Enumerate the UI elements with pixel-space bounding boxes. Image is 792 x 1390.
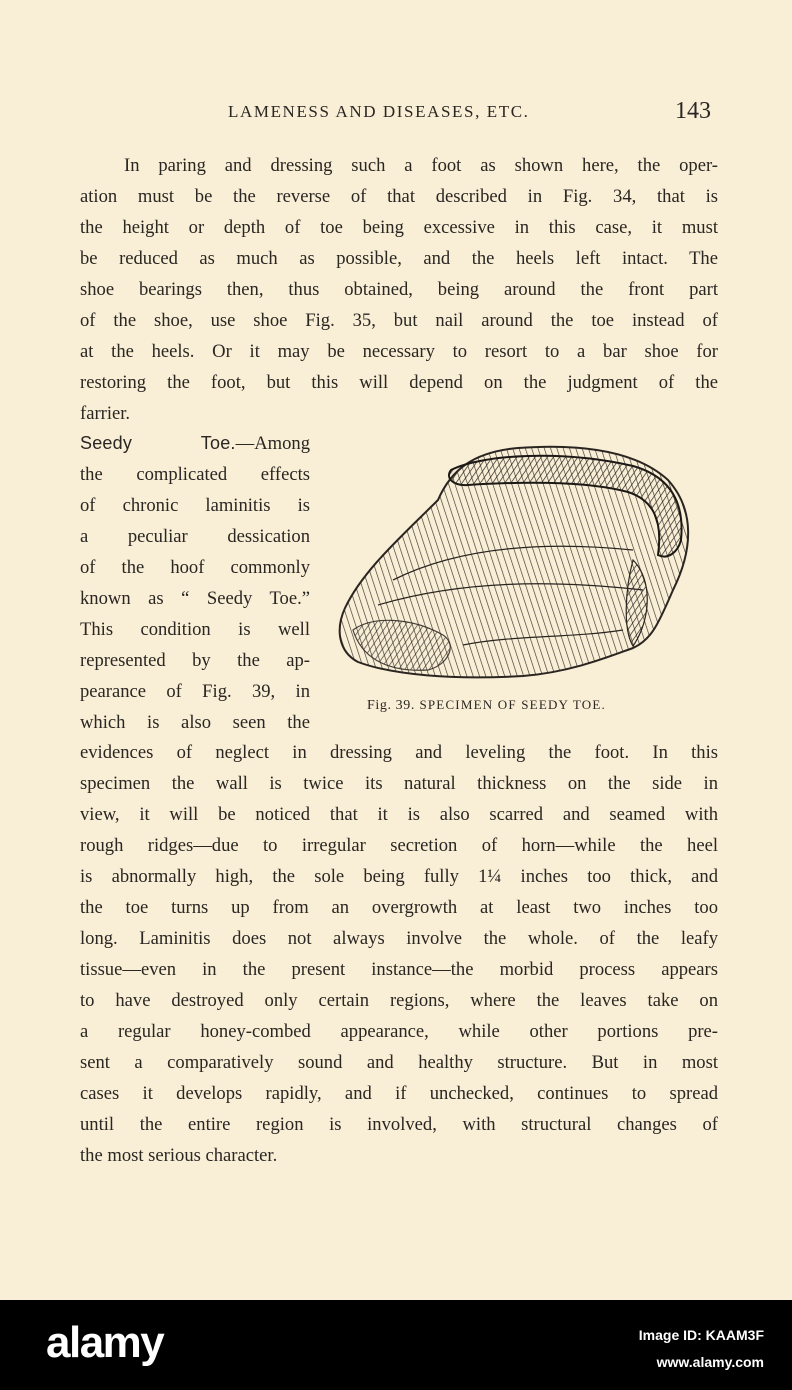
site-url: www.alamy.com	[656, 1354, 764, 1370]
section-first-line	[80, 428, 310, 459]
stock-banner	[0, 1300, 792, 1390]
text-line: until the entire region is involved, with structural changes of	[80, 1114, 718, 1135]
alamy-logo: alamy	[46, 1318, 164, 1367]
hoof-illustration	[333, 440, 693, 690]
text-line: farrier.	[80, 403, 131, 424]
running-title: LAMENESS AND DISEASES, ETC.	[228, 102, 530, 121]
hoof-engraving	[333, 440, 693, 690]
text-line: to have destroyed only certain regions, where the leaves take on	[80, 990, 718, 1011]
text-line: tissue—even in the present instance—the morbid process appears	[80, 959, 718, 980]
text-line: the toe turns up from an overgrowth at least two inches too	[80, 897, 718, 918]
text-line: This condition is well	[80, 619, 310, 640]
text-line: sent a comparatively sound and healthy structure. But in most	[80, 1052, 718, 1073]
text-line: be reduced as much as possible, and the heels left intact. The	[80, 248, 718, 269]
text-line: cases it develops rapidly, and if unchecked, continues to spread	[80, 1083, 718, 1104]
figure-caption	[367, 697, 606, 714]
banner-meta	[639, 1322, 764, 1376]
text-line: of the hoof commonly	[80, 557, 310, 578]
paragraph-specimen	[80, 737, 718, 1171]
text-line: pearance of Fig. 39, in	[80, 681, 310, 702]
image-id: Image ID: KAAM3F	[638, 1327, 764, 1343]
text-line: specimen the wall is twice its natural thickness on the side in	[80, 773, 718, 794]
text-line: which is also seen the	[80, 712, 310, 733]
text-line: the height or depth of toe being excessive in this case, it must	[80, 217, 718, 238]
section-heading: Seedy Toe.	[80, 433, 236, 453]
text-line: rough ridges—due to irregular secretion of horn—while the heel	[80, 835, 718, 856]
text-line: evidences of neglect in dressing and leveling the foot. In this	[80, 742, 718, 763]
text-line: known as “ Seedy Toe.”	[80, 588, 310, 609]
text-line: long. Laminitis does not always involve the whole. of the leafy	[80, 928, 718, 949]
text-line: a regular honey-combed appearance, while other portions pre-	[80, 1021, 718, 1042]
text-line: is abnormally high, the sole being fully 1¼ inches too thick, and	[80, 866, 718, 887]
figure-label: Fig. 39.	[367, 698, 415, 713]
text-line: the complicated effects	[80, 464, 310, 485]
section-heading-continuation: —Among	[235, 433, 310, 454]
text-line: restoring the foot, but this will depend on the judgment of the	[80, 372, 718, 393]
paragraph-paring	[80, 150, 718, 429]
figure-caption-text: SPECIMEN OF SEEDY TOE.	[419, 697, 606, 712]
running-head	[0, 100, 792, 130]
text-line: In paring and dressing such a foot as shown here, the oper-	[124, 155, 718, 176]
text-line: shoe bearings then, thus obtained, being around the front part	[80, 279, 718, 300]
text-line: a peculiar dessication	[80, 526, 310, 547]
text-line: of chronic laminitis is	[80, 495, 310, 516]
text-line: of the shoe, use shoe Fig. 35, but nail around the toe instead of	[80, 310, 718, 331]
text-line: ation must be the reverse of that described in Fig. 34, that is	[80, 186, 718, 207]
paragraph-seedy-toe	[80, 428, 310, 738]
page-number: 143	[675, 98, 711, 124]
text-line: view, it will be noticed that it is also scarred and seamed with	[80, 804, 718, 825]
text-line: at the heels. Or it may be necessary to resort to a bar shoe for	[80, 341, 718, 362]
text-line: the most serious character.	[80, 1145, 278, 1166]
text-line: represented by the ap-	[80, 650, 310, 671]
